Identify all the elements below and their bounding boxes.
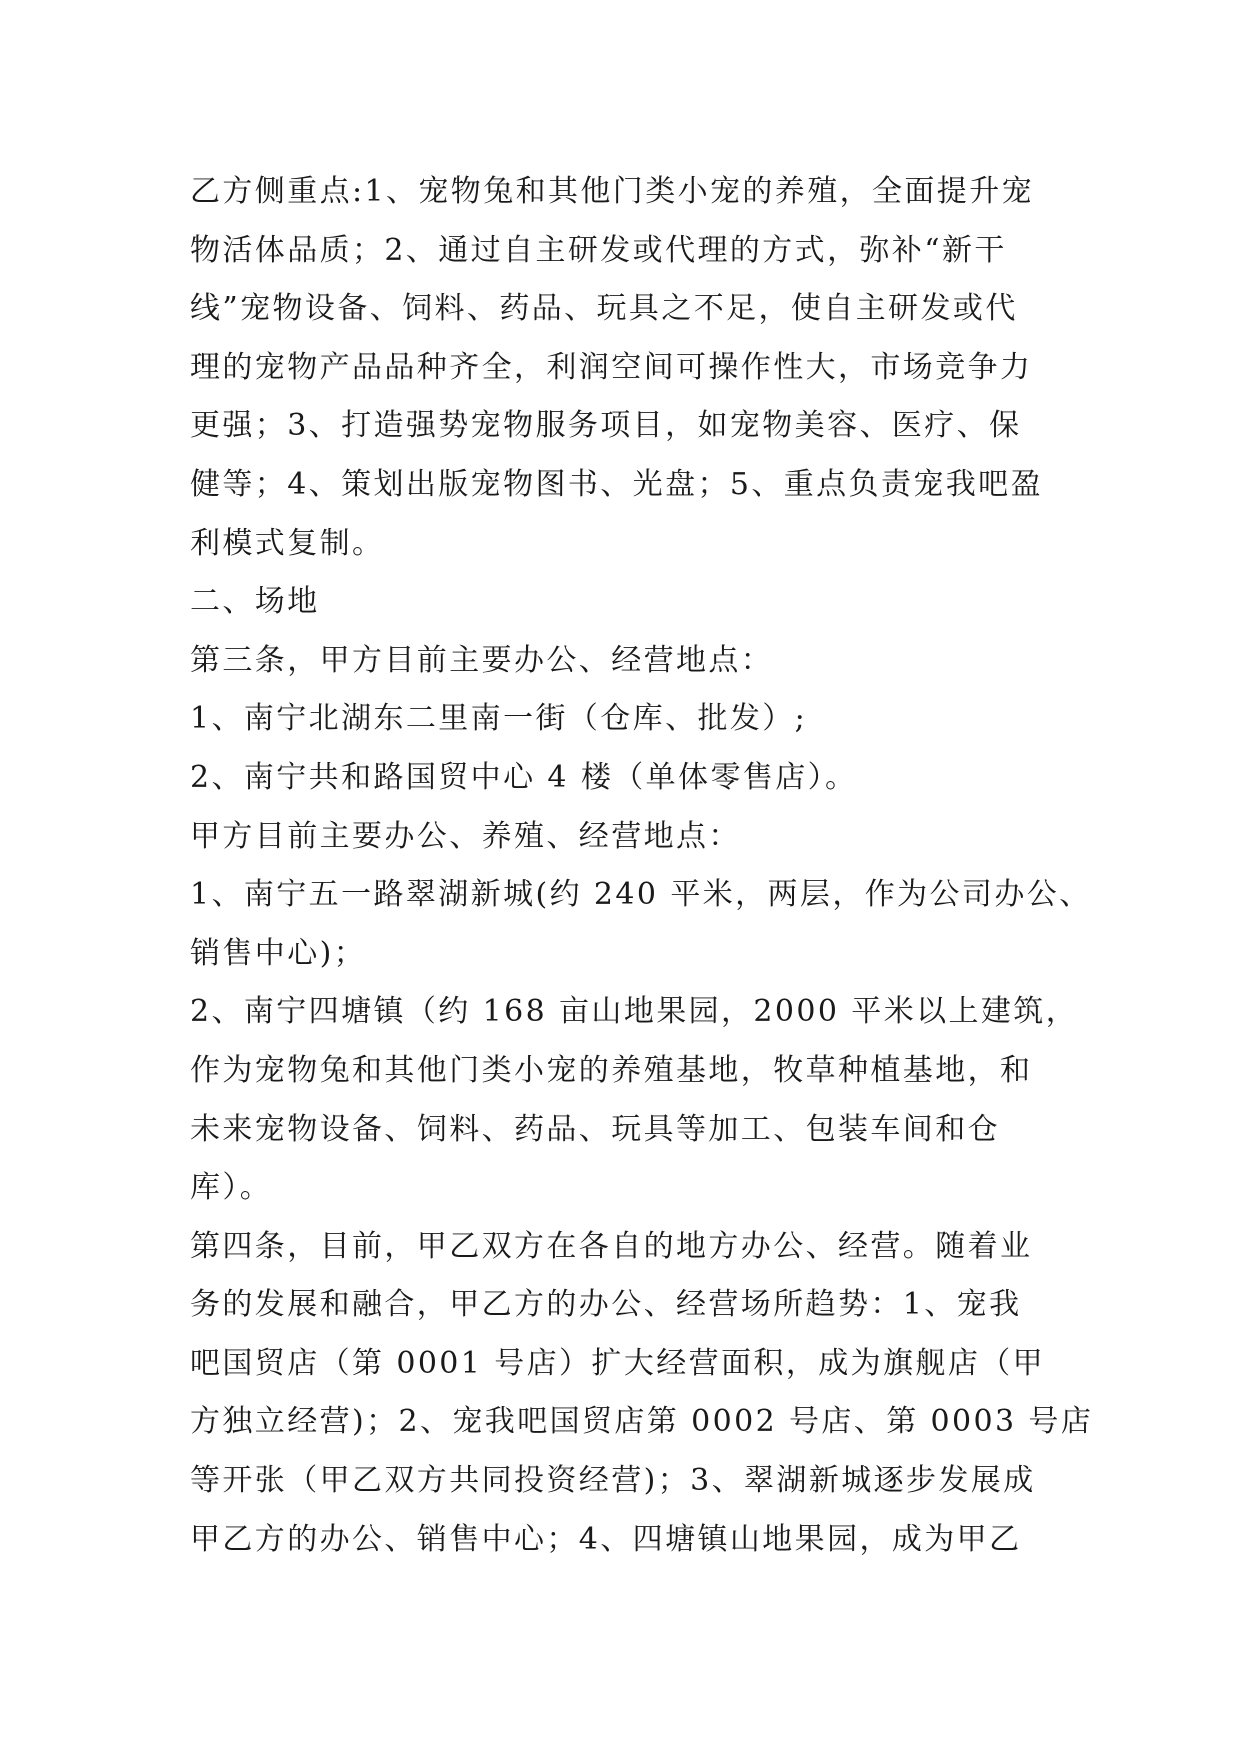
text-line: 利模式复制。 xyxy=(190,525,385,561)
text-line: 第三条，甲方目前主要办公、经营地点： xyxy=(190,642,774,678)
text-line: 2、南宁四塘镇（约 168 亩山地果园，2000 平米以上建筑， xyxy=(190,994,1079,1030)
text-line: 1、南宁五一路翠湖新城(约 240 平米，两层，作为公司办公、 xyxy=(190,877,1092,913)
text-line: 销售中心)； xyxy=(190,935,367,971)
text-line: 库）。 xyxy=(190,1170,273,1206)
text-line: 务的发展和融合，甲乙方的办公、经营场所趋势：1、宠我 xyxy=(190,1287,1022,1323)
text-line: 乙方侧重点:1、宠物兔和其他门类小宠的养殖，全面提升宠 xyxy=(190,174,1034,209)
text-line: 1、南宁北湖东二里南一街（仓库、批发）; xyxy=(190,701,808,737)
section-heading: 二、场地 xyxy=(190,584,320,620)
text-line: 健等；4、策划出版宠物图书、光盘；5、重点负责宠我吧盈 xyxy=(190,466,1043,502)
document-body xyxy=(190,163,1094,1569)
text-line: 甲乙方的办公、销售中心；4、四塘镇山地果园，成为甲乙 xyxy=(190,1521,1022,1557)
text-line: 等开张（甲乙双方共同投资经营)；3、翠湖新城逐步发展成 xyxy=(190,1463,1036,1499)
text-line: 物活体品质；2、通过自主研发或代理的方式，弥补“新干 xyxy=(190,232,1007,268)
text-line: 2、南宁共和路国贸中心 4 楼（单体零售店）。 xyxy=(190,759,858,795)
text-line: 线”宠物设备、饲料、药品、玩具之不足，使自主研发或代 xyxy=(190,291,1018,327)
text-line: 吧国贸店（第 0001 号店）扩大经营面积，成为旗舰店（甲 xyxy=(190,1345,1046,1381)
text-line: 甲方目前主要办公、养殖、经营地点： xyxy=(190,818,741,854)
text-line: 更强；3、打造强势宠物服务项目，如宠物美容、医疗、保 xyxy=(190,408,1022,444)
text-line: 理的宠物产品品种齐全，利润空间可操作性大，市场竞争力 xyxy=(190,349,1033,385)
text-line: 第四条，目前，甲乙双方在各自的地方办公、经营。随着业 xyxy=(190,1228,1033,1264)
text-line: 作为宠物兔和其他门类小宠的养殖基地，牧草种植基地，和 xyxy=(190,1052,1033,1088)
text-line: 方独立经营)；2、宠我吧国贸店第 0002 号店、第 0003 号店 xyxy=(190,1404,1094,1440)
text-line: 未来宠物设备、饲料、药品、玩具等加工、包装车间和仓 xyxy=(190,1111,1000,1147)
